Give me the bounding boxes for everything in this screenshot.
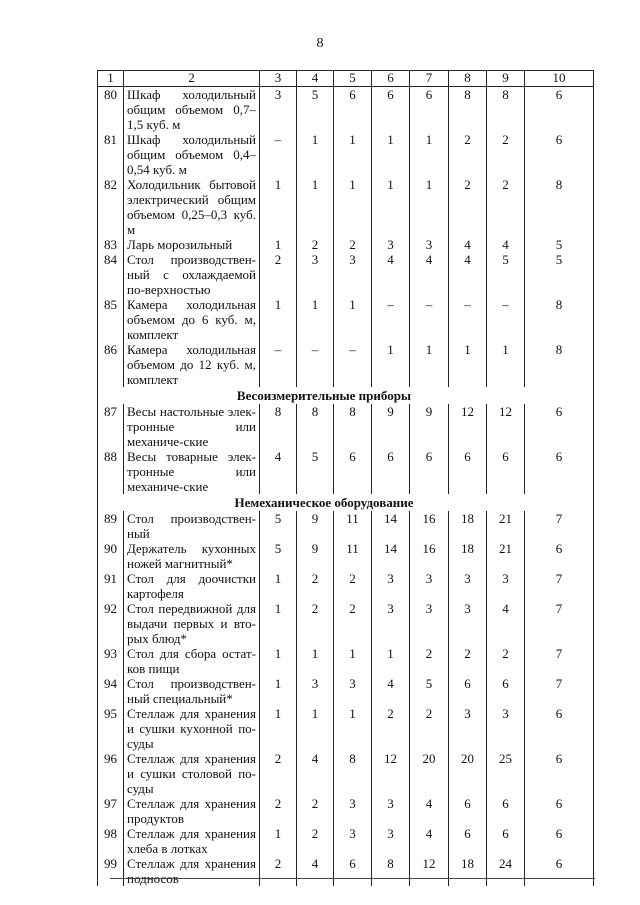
quantity-cell: 4 [297, 751, 334, 796]
table-row [98, 601, 594, 646]
service-life-cell: 8 [525, 297, 594, 342]
quantity-cell: 18 [449, 541, 487, 571]
quantity-cell: 12 [487, 404, 525, 449]
quantity-cell: 24 [487, 856, 525, 886]
table-row [98, 237, 594, 252]
service-life-cell: 7 [525, 646, 594, 676]
quantity-cell: 1 [260, 297, 297, 342]
quantity-cell: 2 [449, 646, 487, 676]
item-name: Камера холодильная объемом до 6 куб. м, комплект [124, 297, 260, 342]
quantity-cell: – [372, 297, 410, 342]
quantity-cell: 9 [372, 404, 410, 449]
table-body [98, 87, 594, 887]
header-cell: 9 [487, 71, 525, 87]
quantity-cell: 1 [297, 706, 334, 751]
row-number: 81 [98, 132, 124, 177]
row-number: 94 [98, 676, 124, 706]
quantity-cell: 1 [260, 237, 297, 252]
quantity-cell: 1 [260, 676, 297, 706]
service-life-cell: 5 [525, 237, 594, 252]
quantity-cell: 6 [334, 856, 372, 886]
quantity-cell: 1 [372, 132, 410, 177]
service-life-cell: 6 [525, 751, 594, 796]
quantity-cell: 18 [449, 511, 487, 541]
service-life-cell: 6 [525, 449, 594, 494]
table-row [98, 676, 594, 706]
quantity-cell: 6 [449, 676, 487, 706]
quantity-cell: 4 [297, 856, 334, 886]
quantity-cell: – [487, 297, 525, 342]
item-name: Холодильник бытовой электрический общим объемом 0,25–0,3 куб. м [124, 177, 260, 237]
quantity-cell: 4 [410, 796, 449, 826]
quantity-cell: 2 [297, 237, 334, 252]
quantity-cell: 4 [487, 601, 525, 646]
table-row [98, 706, 594, 751]
quantity-cell: 6 [449, 826, 487, 856]
service-life-cell: 7 [525, 601, 594, 646]
row-number: 88 [98, 449, 124, 494]
quantity-cell: 2 [487, 177, 525, 237]
service-life-cell: 6 [525, 87, 594, 133]
quantity-cell: 1 [260, 601, 297, 646]
service-life-cell: 7 [525, 676, 594, 706]
quantity-cell: 3 [334, 796, 372, 826]
section-header-row [98, 494, 594, 511]
row-number: 84 [98, 252, 124, 297]
quantity-cell: 2 [487, 132, 525, 177]
quantity-cell: 12 [449, 404, 487, 449]
section-spacer [98, 387, 124, 404]
quantity-cell: – [260, 342, 297, 387]
quantity-cell: 8 [260, 404, 297, 449]
item-name: Стеллаж для хранения продуктов [124, 796, 260, 826]
item-name: Весы товарные элек-тронные или механиче-ские [124, 449, 260, 494]
quantity-cell: 2 [334, 601, 372, 646]
quantity-cell: 8 [449, 87, 487, 133]
service-life-cell: 7 [525, 571, 594, 601]
quantity-cell: 21 [487, 511, 525, 541]
quantity-cell: – [449, 297, 487, 342]
header-cell: 5 [334, 71, 372, 87]
quantity-cell: 2 [297, 601, 334, 646]
header-cell: 7 [410, 71, 449, 87]
quantity-cell: 3 [334, 826, 372, 856]
quantity-cell: 4 [410, 826, 449, 856]
quantity-cell: 1 [334, 297, 372, 342]
table-row [98, 404, 594, 449]
service-life-cell: 5 [525, 252, 594, 297]
quantity-cell: 1 [410, 177, 449, 237]
table-row [98, 856, 594, 886]
quantity-cell: 1 [297, 177, 334, 237]
table-row [98, 826, 594, 856]
table-row [98, 646, 594, 676]
quantity-cell: 6 [410, 449, 449, 494]
quantity-cell: 14 [372, 511, 410, 541]
item-name: Стол производствен-ный [124, 511, 260, 541]
item-name: Стол для доочистки картофеля [124, 571, 260, 601]
service-life-cell: 7 [525, 511, 594, 541]
quantity-cell: 8 [334, 751, 372, 796]
quantity-cell: 2 [260, 252, 297, 297]
quantity-cell: 3 [297, 252, 334, 297]
quantity-cell: 18 [449, 856, 487, 886]
quantity-cell: 8 [372, 856, 410, 886]
quantity-cell: 4 [487, 237, 525, 252]
item-name: Весы настольные элек-тронные или механиче-ские [124, 404, 260, 449]
quantity-cell: 3 [449, 571, 487, 601]
quantity-cell: 16 [410, 511, 449, 541]
quantity-cell: 3 [372, 237, 410, 252]
quantity-cell: 5 [260, 511, 297, 541]
quantity-cell: 2 [372, 706, 410, 751]
row-number: 85 [98, 297, 124, 342]
quantity-cell: 1 [260, 646, 297, 676]
service-life-cell: 6 [525, 796, 594, 826]
quantity-cell: 3 [334, 252, 372, 297]
quantity-cell: 2 [449, 177, 487, 237]
quantity-cell: – [334, 342, 372, 387]
quantity-cell: 1 [260, 826, 297, 856]
row-number: 92 [98, 601, 124, 646]
row-number: 87 [98, 404, 124, 449]
item-name: Стол производствен-ный с охлаждаемой по-верхностью [124, 252, 260, 297]
quantity-cell: 20 [410, 751, 449, 796]
section-spacer [98, 494, 124, 511]
service-life-cell: 8 [525, 177, 594, 237]
page-number: 8 [316, 36, 324, 51]
quantity-cell: 3 [297, 676, 334, 706]
service-life-cell: 6 [525, 541, 594, 571]
table-row [98, 132, 594, 177]
quantity-cell: 8 [334, 404, 372, 449]
quantity-cell: 1 [334, 177, 372, 237]
header-cell: 10 [525, 71, 594, 87]
header-row [98, 71, 594, 87]
row-number: 97 [98, 796, 124, 826]
service-life-cell: 6 [525, 826, 594, 856]
quantity-cell: 2 [410, 646, 449, 676]
quantity-cell: 4 [449, 237, 487, 252]
quantity-cell: 3 [487, 706, 525, 751]
item-name: Стол производствен-ный специальный* [124, 676, 260, 706]
quantity-cell: 6 [449, 449, 487, 494]
quantity-cell: 6 [372, 87, 410, 133]
quantity-cell: 1 [297, 646, 334, 676]
row-number: 93 [98, 646, 124, 676]
quantity-cell: 3 [487, 571, 525, 601]
quantity-cell: 5 [410, 676, 449, 706]
quantity-cell: 5 [297, 87, 334, 133]
quantity-cell: 1 [334, 706, 372, 751]
quantity-cell: 1 [334, 646, 372, 676]
quantity-cell: 14 [372, 541, 410, 571]
quantity-cell: 4 [410, 252, 449, 297]
row-number: 90 [98, 541, 124, 571]
service-life-cell: 6 [525, 404, 594, 449]
quantity-cell: 6 [334, 87, 372, 133]
quantity-cell: 1 [372, 646, 410, 676]
quantity-cell: – [260, 132, 297, 177]
quantity-cell: 2 [487, 646, 525, 676]
quantity-cell: 6 [410, 87, 449, 133]
quantity-cell: 11 [334, 541, 372, 571]
item-name: Ларь морозильный [124, 237, 260, 252]
section-header-row [98, 387, 594, 404]
row-number: 99 [98, 856, 124, 886]
header-cell: 8 [449, 71, 487, 87]
quantity-cell: 3 [449, 601, 487, 646]
quantity-cell: 25 [487, 751, 525, 796]
quantity-cell: 9 [297, 511, 334, 541]
row-number: 86 [98, 342, 124, 387]
row-number: 83 [98, 237, 124, 252]
quantity-cell: 4 [260, 449, 297, 494]
quantity-cell: 1 [260, 571, 297, 601]
quantity-cell: 6 [487, 676, 525, 706]
quantity-cell: 3 [410, 601, 449, 646]
quantity-cell: 6 [372, 449, 410, 494]
table-row [98, 342, 594, 387]
table-row [98, 571, 594, 601]
table-row [98, 511, 594, 541]
quantity-cell: 2 [260, 856, 297, 886]
quantity-cell: 5 [260, 541, 297, 571]
quantity-cell: 2 [260, 796, 297, 826]
quantity-cell: 4 [372, 252, 410, 297]
section-title: Немеханическое оборудование [234, 495, 414, 510]
item-name: Камера холодильная объемом до 12 куб. м, комплект [124, 342, 260, 387]
quantity-cell: 1 [260, 706, 297, 751]
item-name: Стеллаж для хранения и сушки столовой по-суды [124, 751, 260, 796]
row-number: 89 [98, 511, 124, 541]
quantity-cell: 20 [449, 751, 487, 796]
header-cell: 3 [260, 71, 297, 87]
quantity-cell: 2 [260, 751, 297, 796]
quantity-cell: 6 [487, 796, 525, 826]
table-row [98, 751, 594, 796]
quantity-cell: 9 [410, 404, 449, 449]
item-name: Стеллаж для хранения хлеба в лотках [124, 826, 260, 856]
quantity-cell: 2 [410, 706, 449, 751]
quantity-cell: 3 [372, 796, 410, 826]
table-row [98, 177, 594, 237]
equipment-table [97, 70, 594, 886]
quantity-cell: 12 [410, 856, 449, 886]
quantity-cell: 6 [487, 826, 525, 856]
quantity-cell: 3 [372, 826, 410, 856]
quantity-cell: 6 [487, 449, 525, 494]
table-row [98, 449, 594, 494]
quantity-cell: 8 [487, 87, 525, 133]
table-row [98, 87, 594, 133]
quantity-cell: 6 [334, 449, 372, 494]
quantity-cell: 3 [260, 87, 297, 133]
section-spacer [525, 494, 594, 511]
table-row [98, 541, 594, 571]
quantity-cell: 2 [334, 237, 372, 252]
quantity-cell: 1 [449, 342, 487, 387]
quantity-cell: 3 [410, 237, 449, 252]
header-cell: 6 [372, 71, 410, 87]
section-spacer [525, 387, 594, 404]
quantity-cell: 3 [410, 571, 449, 601]
item-name: Стол для сбора остат-ков пищи [124, 646, 260, 676]
row-number: 96 [98, 751, 124, 796]
quantity-cell: 1 [372, 342, 410, 387]
quantity-cell: 5 [297, 449, 334, 494]
quantity-cell: 3 [372, 571, 410, 601]
row-number: 91 [98, 571, 124, 601]
quantity-cell: 2 [297, 796, 334, 826]
item-name: Стеллаж для хранения и сушки кухонной по-суды [124, 706, 260, 751]
quantity-cell: – [410, 297, 449, 342]
item-name: Держатель кухонных ножей магнитный* [124, 541, 260, 571]
quantity-cell: 11 [334, 511, 372, 541]
quantity-cell: 2 [297, 571, 334, 601]
table-row [98, 297, 594, 342]
quantity-cell: 5 [487, 252, 525, 297]
quantity-cell: 1 [487, 342, 525, 387]
service-life-cell: 8 [525, 342, 594, 387]
header-cell: 1 [98, 71, 124, 87]
header-cell: 4 [297, 71, 334, 87]
row-number: 98 [98, 826, 124, 856]
quantity-cell: 9 [297, 541, 334, 571]
item-name: Шкаф холодильный общим объемом 0,4–0,54 куб. м [124, 132, 260, 177]
quantity-cell: 12 [372, 751, 410, 796]
quantity-cell: 4 [372, 676, 410, 706]
quantity-cell: 2 [334, 571, 372, 601]
row-number: 95 [98, 706, 124, 751]
quantity-cell: 1 [410, 342, 449, 387]
quantity-cell: 1 [260, 177, 297, 237]
service-life-cell: 6 [525, 856, 594, 886]
quantity-cell: 2 [449, 132, 487, 177]
header-cell: 2 [124, 71, 260, 87]
quantity-cell: 1 [297, 297, 334, 342]
quantity-cell: 3 [449, 706, 487, 751]
section-title: Весоизмерительные приборы [236, 388, 412, 403]
item-name: Стол передвижной для выдачи первых и вто-рых блюд* [124, 601, 260, 646]
item-name: Шкаф холодильный общим объемом 0,7–1,5 куб. м [124, 87, 260, 133]
quantity-cell: – [297, 342, 334, 387]
quantity-cell: 1 [372, 177, 410, 237]
quantity-cell: 3 [372, 601, 410, 646]
service-life-cell: 6 [525, 132, 594, 177]
quantity-cell: 21 [487, 541, 525, 571]
service-life-cell: 6 [525, 706, 594, 751]
quantity-cell: 6 [449, 796, 487, 826]
quantity-cell: 2 [297, 826, 334, 856]
quantity-cell: 3 [334, 676, 372, 706]
row-number: 80 [98, 87, 124, 133]
table-row [98, 796, 594, 826]
quantity-cell: 1 [334, 132, 372, 177]
quantity-cell: 1 [297, 132, 334, 177]
bottom-rule [110, 878, 595, 879]
item-name: Стеллаж для хранения подносов [124, 856, 260, 886]
quantity-cell: 16 [410, 541, 449, 571]
row-number: 82 [98, 177, 124, 237]
quantity-cell: 1 [410, 132, 449, 177]
quantity-cell: 8 [297, 404, 334, 449]
quantity-cell: 4 [449, 252, 487, 297]
table-row [98, 252, 594, 297]
